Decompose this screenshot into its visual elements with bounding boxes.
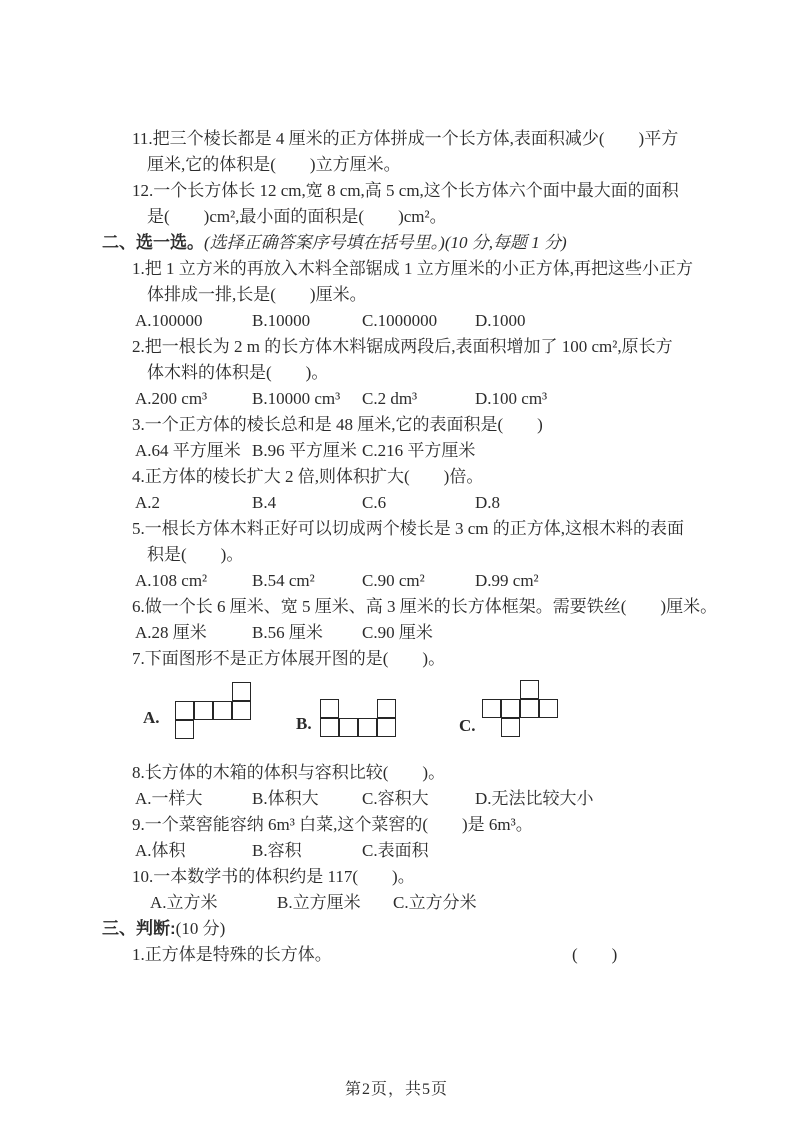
net-cell	[175, 701, 194, 720]
option-b: B.56 厘米	[252, 623, 323, 642]
question-12-line-2: 是( )cm²,最小面的面积是( )cm²。	[147, 207, 447, 226]
net-cell	[358, 718, 377, 737]
question-5-line-2: 积是( )。	[147, 545, 244, 564]
net-cell	[232, 701, 251, 720]
judge-question-1-blank: ( )	[572, 945, 618, 964]
option-d: D.1000	[475, 311, 526, 330]
section-3-header	[102, 916, 702, 942]
question-4-options	[102, 490, 702, 516]
option-b: B.体积大	[252, 789, 319, 808]
section-2-title: 二、选一选。	[102, 233, 204, 252]
net-cell	[520, 680, 539, 699]
section-2-subtitle: (选择正确答案序号填在括号里。)(10 分,每题 1 分)	[204, 233, 567, 252]
option-c: C.容积大	[362, 789, 429, 808]
option-c: C.90 cm²	[362, 571, 425, 590]
question-2-line-1: 2.把一根长为 2 m 的长方体木料锯成两段后,表面积增加了 100 cm²,原长方	[132, 337, 673, 356]
option-b: B.54 cm²	[252, 571, 315, 590]
net-cell	[213, 701, 232, 720]
option-a: A.100000	[135, 311, 203, 330]
option-d: D.8	[475, 493, 501, 512]
option-a: A.2	[135, 493, 161, 512]
net-cell	[501, 699, 520, 718]
option-d: D.100 cm³	[475, 389, 548, 408]
option-a: A.64 平方厘米	[135, 441, 241, 460]
question-9-line-1: 9.一个菜窖能容纳 6m³ 白菜,这个菜窖的( )是 6m³。	[132, 815, 533, 834]
question-7-figures	[102, 672, 702, 760]
option-c: C.1000000	[362, 311, 438, 330]
question-6-options	[102, 620, 702, 646]
question-8-options	[102, 786, 702, 812]
question-6-line-1: 6.做一个长 6 厘米、宽 5 厘米、高 3 厘米的长方体框架。需要铁丝( )厘米。	[132, 597, 718, 616]
net-cell	[539, 699, 558, 718]
option-b: B.4	[252, 493, 277, 512]
question-1-options	[102, 308, 702, 334]
section-2-header	[102, 230, 702, 256]
judge-question-1	[102, 942, 702, 968]
option-d: D.99 cm²	[475, 571, 539, 590]
question-7-line-1: 7.下面图形不是正方体展开图的是( )。	[132, 649, 446, 668]
option-a: A.200 cm³	[135, 389, 208, 408]
question-1-line-1: 1.把 1 立方米的再放入木料全部锯成 1 立方厘米的小正方体,再把这些小正方	[132, 259, 693, 278]
question-2-options	[102, 386, 702, 412]
option-b: B.96 平方厘米	[252, 441, 357, 460]
net-cell	[232, 682, 251, 701]
net-cell	[339, 718, 358, 737]
option-b: B.立方厘米	[277, 893, 361, 912]
figure-c-label: C.	[459, 716, 476, 735]
net-cell	[482, 699, 501, 718]
question-5-line-1: 5.一根长方体木料正好可以切成两个棱长是 3 cm 的正方体,这根木料的表面	[132, 519, 685, 538]
option-c: C.90 厘米	[362, 623, 433, 642]
question-10-line-1: 10.一本数学书的体积约是 117( )。	[132, 867, 415, 886]
option-a: A.28 厘米	[135, 623, 207, 642]
net-cell	[377, 699, 396, 718]
net-cell	[175, 720, 194, 739]
option-b: B.10000 cm³	[252, 389, 341, 408]
net-cell	[320, 699, 339, 718]
option-a: A.一样大	[135, 789, 203, 808]
question-8-line-1: 8.长方体的木箱的体积与容积比较( )。	[132, 763, 446, 782]
option-c: C.216 平方厘米	[362, 441, 476, 460]
option-a: A.立方米	[150, 893, 218, 912]
question-10-options	[102, 890, 702, 916]
option-c: C.2 dm³	[362, 389, 418, 408]
question-11-line-1: 11.把三个棱长都是 4 厘米的正方体拼成一个长方体,表面积减少( )平方	[132, 129, 679, 148]
option-c: C.6	[362, 493, 387, 512]
option-b: B.容积	[252, 841, 302, 860]
question-3-options	[102, 438, 702, 464]
option-c: C.立方分米	[393, 893, 477, 912]
net-cell	[194, 701, 213, 720]
section-3-score: (10 分)	[175, 919, 226, 938]
net-cell	[501, 718, 520, 737]
option-a: A.108 cm²	[135, 571, 208, 590]
question-3-line-1: 3.一个正方体的棱长总和是 48 厘米,它的表面积是( )	[132, 415, 543, 434]
option-b: B.10000	[252, 311, 311, 330]
figure-a-label: A.	[143, 708, 160, 727]
page-content	[102, 126, 718, 968]
question-2-line-2: 体木料的体积是( )。	[147, 363, 329, 382]
option-a: A.体积	[135, 841, 186, 860]
question-4-line-1: 4.正方体的棱长扩大 2 倍,则体积扩大( )倍。	[132, 467, 484, 486]
section-3-title: 三、判断:	[102, 919, 176, 938]
question-11-line-2: 厘米,它的体积是( )立方厘米。	[147, 155, 401, 174]
net-cell	[520, 699, 539, 718]
question-5-options	[102, 568, 702, 594]
net-cell	[320, 718, 339, 737]
question-1-line-2: 体排成一排,长是( )厘米。	[147, 285, 367, 304]
net-cell	[377, 718, 396, 737]
question-9-options	[102, 838, 702, 864]
judge-question-1-text: 1.正方体是特殊的长方体。	[132, 945, 332, 964]
option-d: D.无法比较大小	[475, 789, 594, 808]
page-footer: 第2页，共5页	[344, 1081, 448, 1098]
question-12-line-1: 12.一个长方体长 12 cm,宽 8 cm,高 5 cm,这个长方体六个面中最大面的面积	[132, 181, 679, 200]
figure-b-label: B.	[296, 714, 312, 733]
option-c: C.表面积	[362, 841, 429, 860]
